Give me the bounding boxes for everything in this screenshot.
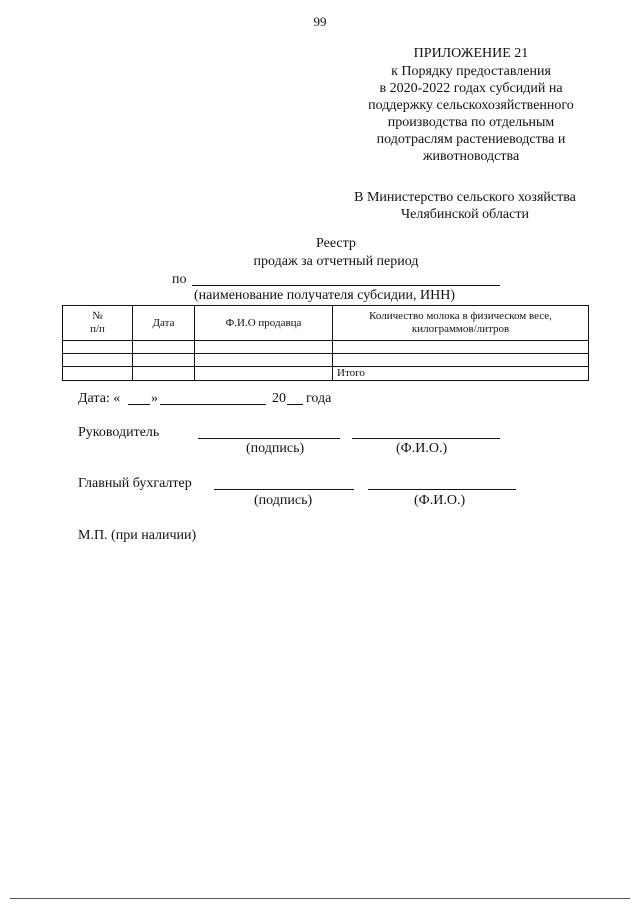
table-cell[interactable] [195,341,333,354]
head-sign-caption: (подпись) [246,441,305,456]
accountant-label: Главный бухгалтер [78,476,192,491]
accountant-name-caption: (Ф.И.О.) [414,493,466,508]
table-cell[interactable] [63,341,133,354]
appendix-line: животноводства [422,149,520,164]
table-cell[interactable] [133,354,195,367]
table-cell [195,367,333,381]
table-cell[interactable] [195,354,333,367]
appendix-line: в 2020-2022 годах субсидий на [379,81,563,96]
head-signature-field[interactable] [198,438,340,439]
accountant-sign-caption: (подпись) [254,493,313,508]
recipient-caption: (наименование получателя субсидии, ИНН) [194,288,455,303]
head-name-field[interactable] [352,438,500,439]
page-number: 99 [313,14,327,29]
accountant-name-field[interactable] [368,489,516,490]
accountant-signature-field[interactable] [214,489,354,490]
table-row [63,341,589,354]
header-number [63,306,133,341]
header-date [133,306,195,341]
appendix-line: подотраслям растениеводства и [376,132,566,147]
table-cell[interactable] [333,341,589,354]
head-label: Руководитель [78,425,160,440]
sales-register-table [62,305,589,381]
header-seller-text: Ф.И.О продавца [225,316,302,329]
table-cell[interactable] [333,354,589,367]
table-cell [133,367,195,381]
header-number-text: № п/п [90,310,105,335]
date-year-field[interactable] [287,404,303,405]
appendix-title: ПРИЛОЖЕНИЕ 21 [413,46,529,61]
appendix-line: производства по отдельным [387,115,555,130]
register-subtitle: продаж за отчетный период [253,254,419,269]
table-header-row [63,306,589,341]
date-day-field[interactable] [128,404,150,405]
table-cell[interactable] [133,341,195,354]
total-label: Итого [333,367,589,381]
table-total-row [63,367,589,381]
date-quote-close: » [151,391,158,406]
appendix-line: к Порядку предоставления [391,64,551,79]
page-bottom-edge [10,898,630,899]
appendix-line: поддержку сельскохозяйственного [368,98,574,113]
date-year-prefix: 20 [272,391,286,406]
date-prefix: Дата: « [78,391,121,406]
stamp-label: М.П. (при наличии) [78,528,197,543]
table-row [63,354,589,367]
recipient-name-field[interactable] [192,285,500,286]
recipient-line: Челябинской области [401,207,529,222]
header-quantity-text: Количество молока в физическом весе, килограммов/литров [369,310,552,335]
table-cell[interactable] [63,354,133,367]
register-title: Реестр [316,236,356,251]
head-name-caption: (Ф.И.О.) [396,441,448,456]
date-month-field[interactable] [160,404,266,405]
recipient-line: В Министерство сельского хозяйства [354,190,576,205]
header-date-text: Дата [152,316,175,329]
header-seller [195,306,333,341]
by-label: по [172,272,187,287]
date-year-suffix: года [306,391,332,406]
header-quantity [333,306,589,341]
table-cell [63,367,133,381]
